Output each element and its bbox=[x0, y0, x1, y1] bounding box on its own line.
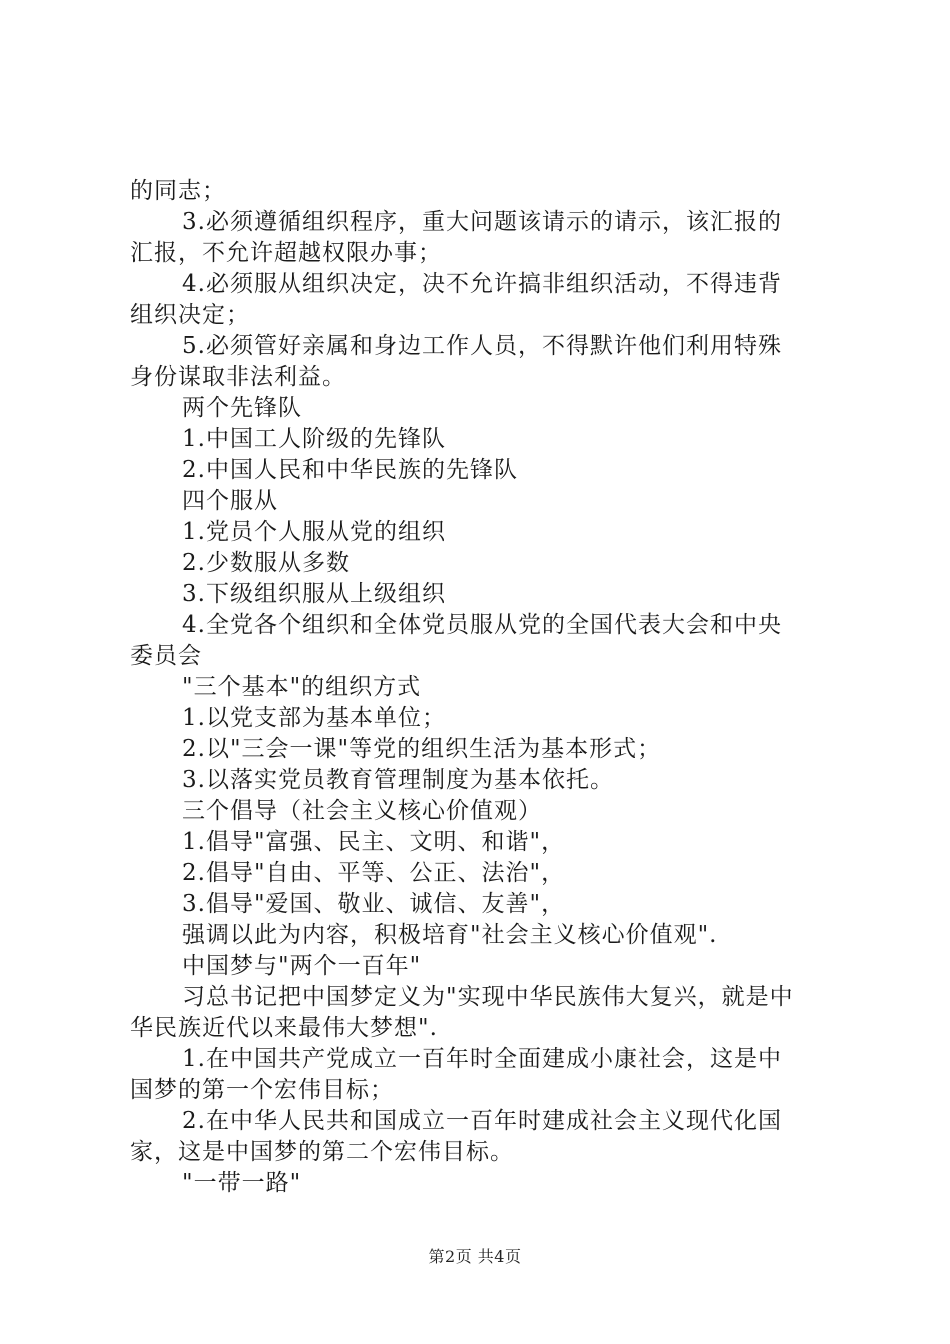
text-line: 1.中国工人阶级的先锋队 bbox=[182, 426, 446, 452]
text-line: 习总书记把中国梦定义为"实现中华民族伟大复兴，就是中 bbox=[182, 984, 794, 1010]
text-line: 3.必须遵循组织程序，重大问题该请示的请示，该汇报的 bbox=[182, 209, 782, 235]
text-line: 家，这是中国梦的第二个宏伟目标。 bbox=[130, 1139, 514, 1165]
text-line: 2.倡导"自由、平等、公正、法治"， bbox=[182, 860, 566, 886]
text-line: 委员会 bbox=[130, 643, 202, 669]
page-footer: 第2页 共4页 bbox=[428, 1247, 522, 1266]
text-line: 四个服从 bbox=[182, 488, 278, 514]
text-line: 2.少数服从多数 bbox=[182, 550, 350, 576]
text-line: 4.必须服从组织决定，决不允许搞非组织活动，不得违背 bbox=[182, 271, 782, 297]
text-line: 两个先锋队 bbox=[182, 395, 302, 421]
text-line: 华民族近代以来最伟大梦想". bbox=[130, 1015, 438, 1041]
document-body bbox=[130, 176, 830, 1199]
text-line: 汇报，不允许超越权限办事； bbox=[130, 240, 442, 266]
text-line: 3.以落实党员教育管理制度为基本依托。 bbox=[182, 767, 614, 793]
text-line: 4.全党各个组织和全体党员服从党的全国代表大会和中央 bbox=[182, 612, 782, 638]
text-line: 1.以党支部为基本单位； bbox=[182, 705, 446, 731]
text-line: 5.必须管好亲属和身边工作人员，不得默许他们利用特殊 bbox=[182, 333, 782, 359]
text-line: "三个基本"的组织方式 bbox=[182, 674, 422, 700]
text-line: 的同志； bbox=[130, 178, 226, 204]
text-line: 组织决定； bbox=[130, 302, 250, 328]
text-line: 2.以"三会一课"等党的组织生活为基本形式； bbox=[182, 736, 662, 762]
text-line: 三个倡导（社会主义核心价值观） bbox=[182, 798, 542, 824]
text-line: 3.下级组织服从上级组织 bbox=[182, 581, 446, 607]
text-line: 1.党员个人服从党的组织 bbox=[182, 519, 446, 545]
text-line: 1.在中国共产党成立一百年时全面建成小康社会，这是中 bbox=[182, 1046, 782, 1072]
text-line: 强调以此为内容，积极培育"社会主义核心价值观". bbox=[182, 922, 718, 948]
text-line: 中国梦与"两个一百年" bbox=[182, 953, 422, 979]
text-line: 2.中国人民和中华民族的先锋队 bbox=[182, 457, 518, 483]
text-line: 2.在中华人民共和国成立一百年时建成社会主义现代化国 bbox=[182, 1108, 782, 1134]
text-line: 国梦的第一个宏伟目标； bbox=[130, 1077, 394, 1103]
text-line: 身份谋取非法利益。 bbox=[130, 364, 346, 390]
text-line: 3.倡导"爱国、敬业、诚信、友善"， bbox=[182, 891, 566, 917]
text-line: "一带一路" bbox=[182, 1170, 302, 1196]
text-line: 1.倡导"富强、民主、文明、和谐"， bbox=[182, 829, 566, 855]
